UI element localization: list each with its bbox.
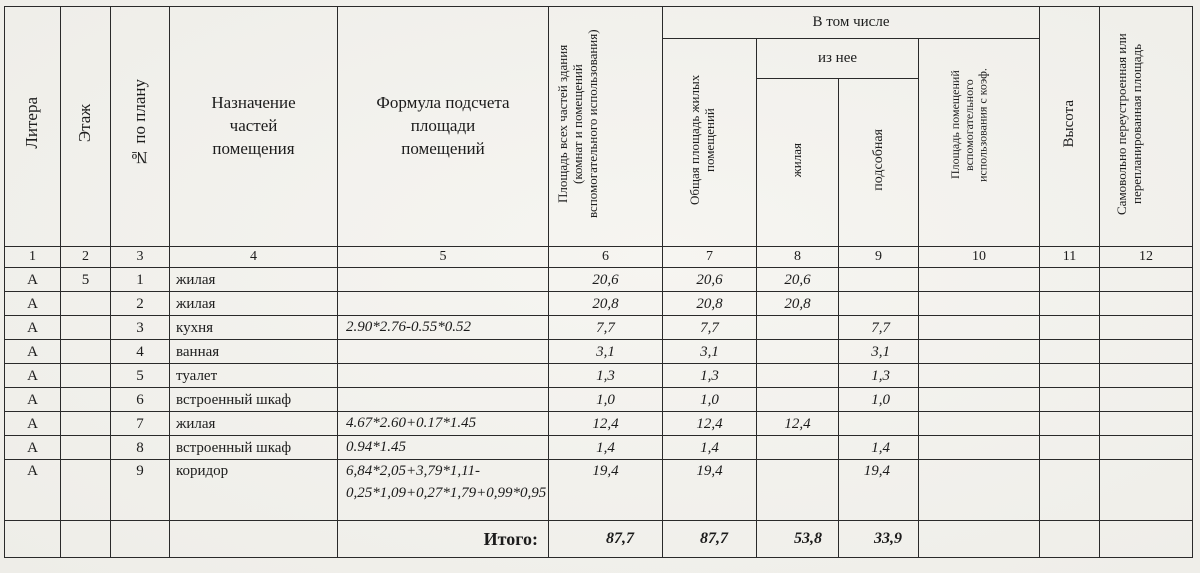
cell-living	[757, 316, 839, 340]
cell-auxiliary: 3,1	[839, 340, 919, 364]
cell-height	[1040, 436, 1100, 460]
cell-unauthorized	[1100, 412, 1193, 436]
cell-height	[1040, 412, 1100, 436]
cell-area-all: 20,6	[549, 268, 663, 292]
cell-formula: 6,84*2,05+3,79*1,11-0,25*1,09+0,27*1,79+0,99*0,95	[338, 460, 549, 521]
cell-auxiliary: 7,7	[839, 316, 919, 340]
cell-total-living: 20,6	[663, 268, 757, 292]
cell-plan-no: 2	[111, 292, 170, 316]
cell-area-all: 1,4	[549, 436, 663, 460]
cell-plan-no: 9	[111, 460, 170, 521]
cell-aux-coef	[919, 364, 1040, 388]
cell-litera: А	[5, 388, 61, 412]
total-living: 53,8	[757, 521, 839, 558]
cell-aux-coef	[919, 340, 1040, 364]
cell-litera: А	[5, 364, 61, 388]
cell-total-living: 12,4	[663, 412, 757, 436]
cell-height	[1040, 292, 1100, 316]
cell-litera: А	[5, 316, 61, 340]
cell-unauthorized	[1100, 388, 1193, 412]
cell-floor	[61, 340, 111, 364]
cell-auxiliary	[839, 412, 919, 436]
cell-plan-no: 4	[111, 340, 170, 364]
cell-floor	[61, 292, 111, 316]
cell-living	[757, 340, 839, 364]
table-row	[5, 316, 1193, 340]
cell-unauthorized	[1100, 460, 1193, 521]
cell-formula	[338, 268, 549, 292]
cell-room-name: жилая	[170, 268, 338, 292]
header-area-all: Площадь всех частей здания (комнат и помещений вспомогательного использования)	[549, 7, 663, 247]
cell-litera: А	[5, 292, 61, 316]
table-row	[5, 364, 1193, 388]
table-row	[5, 412, 1193, 436]
total-row	[5, 521, 1193, 558]
cell-room-name: встроенный шкаф	[170, 436, 338, 460]
table-body	[5, 268, 1193, 521]
cell-auxiliary	[839, 268, 919, 292]
cell-auxiliary: 1,3	[839, 364, 919, 388]
column-number: 11	[1040, 247, 1100, 268]
header-living: жилая	[757, 79, 839, 247]
cell-plan-no: 5	[111, 364, 170, 388]
cell-area-all: 3,1	[549, 340, 663, 364]
header-aux-coef: Площадь помещений вспомогательного использования с коэф.	[919, 39, 1040, 247]
cell-aux-coef	[919, 388, 1040, 412]
cell-plan-no: 7	[111, 412, 170, 436]
cell-litera: А	[5, 268, 61, 292]
cell-height	[1040, 340, 1100, 364]
cell-floor: 5	[61, 268, 111, 292]
cell-height	[1040, 388, 1100, 412]
cell-unauthorized	[1100, 364, 1193, 388]
cell-living	[757, 364, 839, 388]
cell-formula	[338, 340, 549, 364]
cell-unauthorized	[1100, 268, 1193, 292]
cell-litera: А	[5, 436, 61, 460]
header-litera: Литера	[5, 7, 61, 247]
column-number: 4	[170, 247, 338, 268]
cell-litera: А	[5, 340, 61, 364]
cell-living: 20,8	[757, 292, 839, 316]
cell-unauthorized	[1100, 316, 1193, 340]
cell-litera: А	[5, 460, 61, 521]
total-auxiliary: 33,9	[839, 521, 919, 558]
cell-floor	[61, 412, 111, 436]
cell-auxiliary	[839, 292, 919, 316]
table-row	[5, 268, 1193, 292]
cell-total-living: 1,4	[663, 436, 757, 460]
cell-formula	[338, 388, 549, 412]
total-label: Итого:	[338, 521, 549, 558]
cell-area-all: 1,3	[549, 364, 663, 388]
cell-floor	[61, 316, 111, 340]
cell-area-all: 19,4	[549, 460, 663, 521]
cell-total-living: 7,7	[663, 316, 757, 340]
header-purpose: Назначение частей помещения	[170, 7, 338, 247]
cell-formula: 4.67*2.60+0.17*1.45	[338, 412, 549, 436]
cell-total-living: 20,8	[663, 292, 757, 316]
cell-aux-coef	[919, 412, 1040, 436]
table-row	[5, 340, 1193, 364]
cell-living: 20,6	[757, 268, 839, 292]
header-floor: Этаж	[61, 7, 111, 247]
header-total-living: Общая площадь жилых помещений	[663, 39, 757, 247]
cell-living	[757, 460, 839, 521]
cell-auxiliary: 19,4	[839, 460, 919, 521]
column-number: 9	[839, 247, 919, 268]
cell-aux-coef	[919, 316, 1040, 340]
header-plan-no: № по плану	[111, 7, 170, 247]
cell-floor	[61, 388, 111, 412]
cell-plan-no: 6	[111, 388, 170, 412]
column-number: 1	[5, 247, 61, 268]
table-row	[5, 292, 1193, 316]
cell-aux-coef	[919, 460, 1040, 521]
cell-room-name: жилая	[170, 412, 338, 436]
cell-room-name: кухня	[170, 316, 338, 340]
cell-height	[1040, 364, 1100, 388]
cell-total-living: 3,1	[663, 340, 757, 364]
table-row	[5, 460, 1193, 521]
cell-room-name: туалет	[170, 364, 338, 388]
cell-litera: А	[5, 412, 61, 436]
table-row	[5, 388, 1193, 412]
cell-aux-coef	[919, 436, 1040, 460]
header-unauthorized: Самовольно переустроенная или перепланированная площадь	[1100, 7, 1193, 247]
total-total-living: 87,7	[663, 521, 757, 558]
cell-area-all: 1,0	[549, 388, 663, 412]
header-height: Высота	[1040, 7, 1100, 247]
cell-area-all: 7,7	[549, 316, 663, 340]
cell-area-all: 20,8	[549, 292, 663, 316]
cell-room-name: коридор	[170, 460, 338, 521]
cell-aux-coef	[919, 292, 1040, 316]
column-number: 12	[1100, 247, 1193, 268]
cell-floor	[61, 364, 111, 388]
cell-formula	[338, 364, 549, 388]
cell-aux-coef	[919, 268, 1040, 292]
cell-area-all: 12,4	[549, 412, 663, 436]
cell-total-living: 19,4	[663, 460, 757, 521]
table-row	[5, 436, 1193, 460]
cell-formula	[338, 292, 549, 316]
cell-auxiliary: 1,4	[839, 436, 919, 460]
cell-formula: 2.90*2.76-0.55*0.52	[338, 316, 549, 340]
column-number: 10	[919, 247, 1040, 268]
cell-room-name: жилая	[170, 292, 338, 316]
cell-total-living: 1,3	[663, 364, 757, 388]
cell-total-living: 1,0	[663, 388, 757, 412]
cell-living	[757, 436, 839, 460]
header-including: В том числе	[663, 7, 1040, 39]
column-number: 5	[338, 247, 549, 268]
cell-living: 12,4	[757, 412, 839, 436]
explication-table	[4, 6, 1193, 558]
header-auxiliary: подсобная	[839, 79, 919, 247]
column-number: 6	[549, 247, 663, 268]
cell-formula: 0.94*1.45	[338, 436, 549, 460]
header-formula: Формула подсчета площади помещений	[338, 7, 549, 247]
cell-living	[757, 388, 839, 412]
cell-room-name: встроенный шкаф	[170, 388, 338, 412]
cell-height	[1040, 268, 1100, 292]
total-area-all: 87,7	[549, 521, 663, 558]
cell-auxiliary: 1,0	[839, 388, 919, 412]
cell-floor	[61, 460, 111, 521]
column-number: 2	[61, 247, 111, 268]
cell-floor	[61, 436, 111, 460]
cell-plan-no: 1	[111, 268, 170, 292]
cell-unauthorized	[1100, 340, 1193, 364]
cell-unauthorized	[1100, 292, 1193, 316]
column-number: 3	[111, 247, 170, 268]
cell-plan-no: 8	[111, 436, 170, 460]
cell-unauthorized	[1100, 436, 1193, 460]
column-number: 8	[757, 247, 839, 268]
column-number: 7	[663, 247, 757, 268]
column-number-row	[5, 247, 1193, 268]
cell-plan-no: 3	[111, 316, 170, 340]
cell-room-name: ванная	[170, 340, 338, 364]
cell-height	[1040, 316, 1100, 340]
header-of-which: из нее	[757, 39, 919, 79]
cell-height	[1040, 460, 1100, 521]
